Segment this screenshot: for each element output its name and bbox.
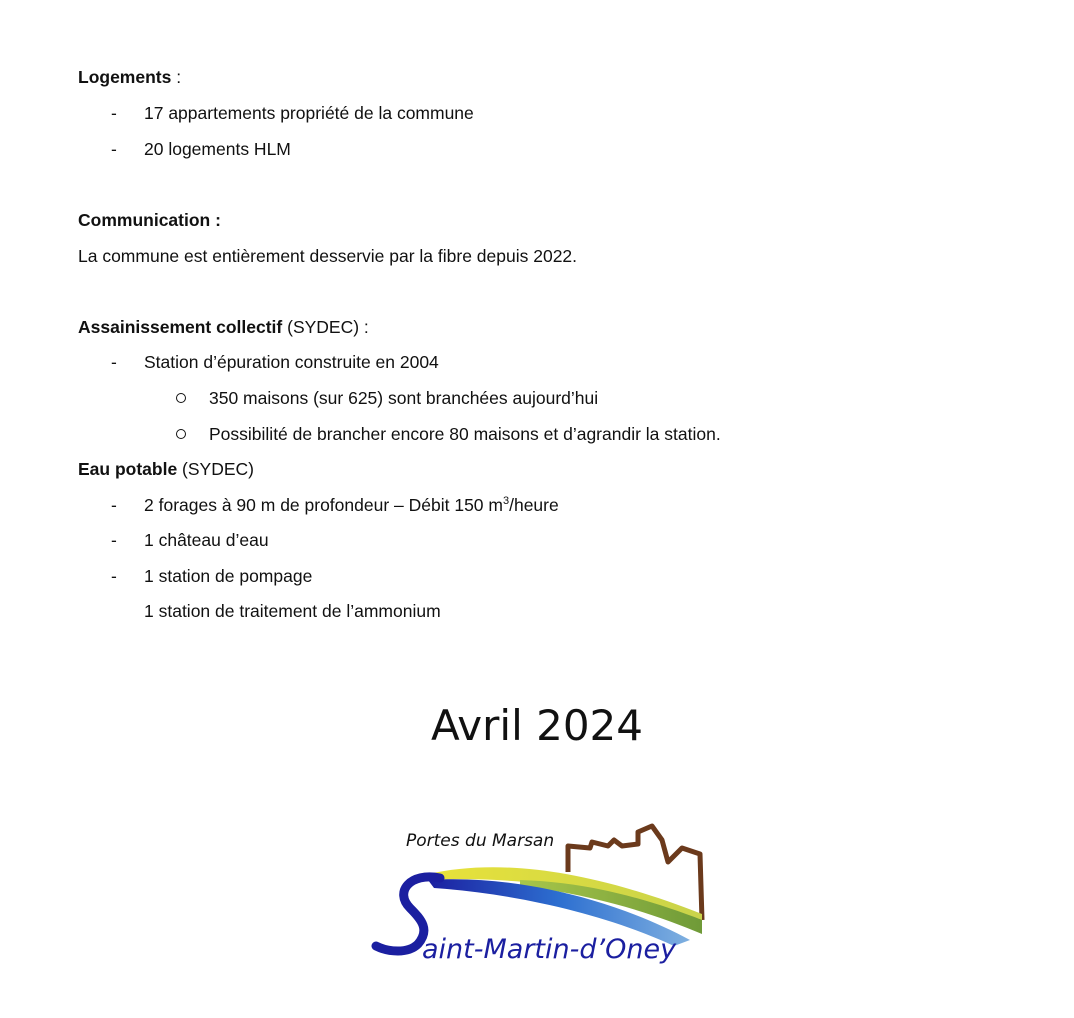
eau-heading — [78, 458, 254, 480]
eau-item-1-unit: /heure — [509, 495, 559, 515]
assainissement-subitem-1: 350 maisons (sur 625) sont branchées aujourd’hui — [209, 388, 599, 408]
communication-text: La commune est entièrement desservie par la fibre depuis 2022. — [78, 246, 578, 266]
logements-heading — [78, 66, 181, 88]
assainissement-title-suffix: (SYDEC) : — [282, 317, 369, 337]
bullet-dash: - — [111, 566, 117, 586]
bullet-dash: - — [111, 103, 117, 123]
logements-title: Logements — [78, 67, 172, 87]
logements-item-1: 17 appartements propriété de la commune — [144, 103, 474, 123]
assainissement-item: Station d’épuration construite en 2004 — [144, 352, 439, 372]
eau-item-1-text: 2 forages à 90 m de profondeur – Débit 150 m — [144, 495, 503, 515]
assainissement-heading — [78, 316, 369, 338]
eau-item-3: 1 station de pompage — [144, 566, 313, 586]
bullet-circle — [176, 393, 186, 403]
eau-title: Eau potable — [78, 459, 178, 479]
bullet-dash: - — [111, 530, 117, 550]
bullet-dash: - — [111, 352, 117, 372]
eau-item-1 — [144, 494, 559, 516]
logements-title-suffix: : — [171, 67, 182, 87]
bullet-dash: - — [111, 139, 117, 159]
eau-title-suffix: (SYDEC) — [177, 459, 254, 479]
eau-item-2: 1 château d’eau — [144, 530, 269, 550]
eau-item-1-sup: 3 — [502, 495, 510, 508]
communication-title: Communication : — [78, 210, 221, 230]
assainissement-title: Assainissement collectif — [78, 317, 283, 337]
logo-tagline: Portes du Marsan — [406, 831, 555, 851]
bullet-dash: - — [111, 495, 117, 515]
assainissement-subitem-2: Possibilité de brancher encore 80 maisons et d’agrandir la station. — [209, 424, 721, 444]
logements-item-2: 20 logements HLM — [144, 139, 291, 159]
eau-extra: 1 station de traitement de l’ammonium — [144, 601, 441, 621]
logo-name: aint-Martin-d’Oney — [422, 934, 677, 965]
date-title: Avril 2024 — [431, 701, 643, 750]
town-logo — [370, 822, 720, 972]
bullet-circle — [176, 429, 186, 439]
